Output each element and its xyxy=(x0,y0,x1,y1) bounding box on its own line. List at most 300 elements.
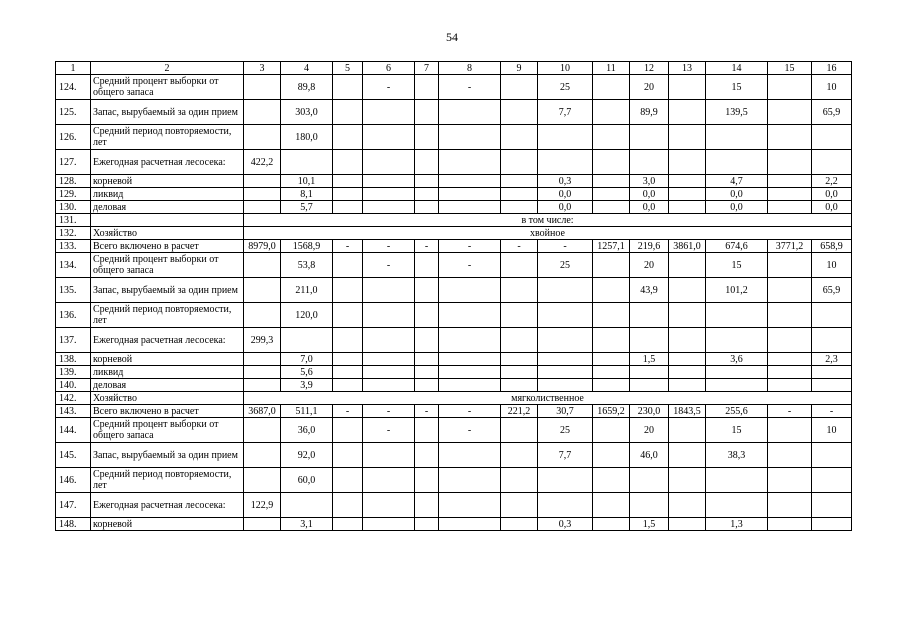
table-cell xyxy=(363,100,415,125)
table-cell: 10 xyxy=(812,253,852,278)
table-cell xyxy=(768,253,812,278)
table-cell: 8,1 xyxy=(281,188,333,201)
table-cell xyxy=(501,493,538,518)
table-row xyxy=(56,278,852,303)
table-cell: 230,0 xyxy=(630,405,669,418)
row-number: 134. xyxy=(56,253,91,278)
table-cell: 5,6 xyxy=(281,366,333,379)
table-cell: 3,9 xyxy=(281,379,333,392)
table-cell xyxy=(501,379,538,392)
row-number: 148. xyxy=(56,518,91,531)
table-cell xyxy=(439,443,501,468)
table-cell: 4,7 xyxy=(706,175,768,188)
table-cell xyxy=(768,328,812,353)
table-cell xyxy=(501,468,538,493)
table-cell xyxy=(669,493,706,518)
table-cell: 0,3 xyxy=(538,175,593,188)
table-cell: 25 xyxy=(538,418,593,443)
table-cell xyxy=(768,353,812,366)
table-cell xyxy=(768,100,812,125)
table-cell xyxy=(415,278,439,303)
table-cell: 0,0 xyxy=(630,201,669,214)
table-cell xyxy=(281,328,333,353)
table-cell: 120,0 xyxy=(281,303,333,328)
table-cell: - xyxy=(439,405,501,418)
row-number: 140. xyxy=(56,379,91,392)
table-cell xyxy=(333,493,363,518)
table-cell xyxy=(363,175,415,188)
table-cell xyxy=(538,125,593,150)
table-cell: 139,5 xyxy=(706,100,768,125)
table-cell xyxy=(706,379,768,392)
row-number: 135. xyxy=(56,278,91,303)
table-cell xyxy=(363,353,415,366)
row-number: 125. xyxy=(56,100,91,125)
table-cell xyxy=(812,493,852,518)
table-cell xyxy=(669,175,706,188)
table-cell: 674,6 xyxy=(706,240,768,253)
row-label: Средний процент выборки от общего запаса xyxy=(91,253,244,278)
row-label: Хозяйство xyxy=(91,392,244,405)
table-cell xyxy=(669,443,706,468)
table-cell: 15 xyxy=(706,418,768,443)
column-header: 8 xyxy=(439,62,501,75)
table-cell xyxy=(333,303,363,328)
table-cell xyxy=(706,303,768,328)
table-cell xyxy=(538,366,593,379)
table-cell xyxy=(415,493,439,518)
table-cell: 46,0 xyxy=(630,443,669,468)
row-label: Всего включено в расчет xyxy=(91,240,244,253)
table-cell xyxy=(439,366,501,379)
table-cell xyxy=(768,493,812,518)
table-cell xyxy=(415,366,439,379)
table-cell xyxy=(415,518,439,531)
table-cell: 1257,1 xyxy=(593,240,630,253)
table-cell xyxy=(593,328,630,353)
table-cell: 303,0 xyxy=(281,100,333,125)
table-cell xyxy=(768,150,812,175)
table-cell: 15 xyxy=(706,253,768,278)
table-cell: 122,9 xyxy=(244,493,281,518)
table-row xyxy=(56,379,852,392)
table-cell: 0,0 xyxy=(812,201,852,214)
table-cell xyxy=(244,468,281,493)
table-cell: - xyxy=(415,405,439,418)
table-cell: 1,3 xyxy=(706,518,768,531)
table-cell xyxy=(593,366,630,379)
table-cell xyxy=(669,468,706,493)
table-cell xyxy=(669,366,706,379)
table-cell xyxy=(768,201,812,214)
table-cell xyxy=(415,328,439,353)
table-row xyxy=(56,214,852,227)
row-number: 124. xyxy=(56,75,91,100)
table-cell xyxy=(501,175,538,188)
table-cell xyxy=(630,366,669,379)
row-number: 142. xyxy=(56,392,91,405)
table-row xyxy=(56,125,852,150)
table-cell xyxy=(593,303,630,328)
table-cell: 2,3 xyxy=(812,353,852,366)
table-cell xyxy=(768,418,812,443)
table-cell xyxy=(768,75,812,100)
table-cell xyxy=(244,125,281,150)
row-label: Средний период повторяемости, лет xyxy=(91,468,244,493)
table-cell xyxy=(439,493,501,518)
table-cell xyxy=(768,188,812,201)
table-cell xyxy=(593,175,630,188)
table-cell: 1843,5 xyxy=(669,405,706,418)
table-cell xyxy=(439,175,501,188)
table-cell: 30,7 xyxy=(538,405,593,418)
row-label: корневой xyxy=(91,353,244,366)
table-cell xyxy=(363,468,415,493)
table-cell xyxy=(333,418,363,443)
table-cell xyxy=(501,201,538,214)
table-row xyxy=(56,328,852,353)
table-cell xyxy=(415,175,439,188)
table-cell xyxy=(812,366,852,379)
table-cell xyxy=(593,278,630,303)
table-cell xyxy=(333,201,363,214)
table-row xyxy=(56,493,852,518)
table-cell: 3861,0 xyxy=(669,240,706,253)
row-number: 127. xyxy=(56,150,91,175)
table-cell xyxy=(593,379,630,392)
table-row xyxy=(56,366,852,379)
table-cell xyxy=(501,150,538,175)
table-cell: - xyxy=(363,253,415,278)
forest-data-table xyxy=(55,61,852,531)
table-cell xyxy=(669,418,706,443)
column-header: 11 xyxy=(593,62,630,75)
table-cell xyxy=(363,188,415,201)
table-row xyxy=(56,253,852,278)
table-cell xyxy=(244,366,281,379)
table-cell xyxy=(630,379,669,392)
table-cell: 0,0 xyxy=(538,188,593,201)
table-cell: 65,9 xyxy=(812,100,852,125)
table-row xyxy=(56,75,852,100)
table-cell xyxy=(706,125,768,150)
column-header: 16 xyxy=(812,62,852,75)
table-cell xyxy=(244,379,281,392)
table-row xyxy=(56,405,852,418)
table-cell xyxy=(244,253,281,278)
table-cell xyxy=(538,150,593,175)
table-cell xyxy=(415,418,439,443)
table-cell xyxy=(812,303,852,328)
table-row xyxy=(56,303,852,328)
row-number: 145. xyxy=(56,443,91,468)
row-label: Средний процент выборки от общего запаса xyxy=(91,418,244,443)
table-cell xyxy=(768,278,812,303)
table-cell: 89,9 xyxy=(630,100,669,125)
table-cell xyxy=(812,379,852,392)
table-cell xyxy=(630,150,669,175)
table-cell: 0,0 xyxy=(630,188,669,201)
table-cell xyxy=(244,418,281,443)
table-cell xyxy=(281,493,333,518)
table-row xyxy=(56,418,852,443)
table-cell xyxy=(669,150,706,175)
table-cell: 3771,2 xyxy=(768,240,812,253)
table-cell xyxy=(415,379,439,392)
table-cell xyxy=(415,188,439,201)
table-cell: 180,0 xyxy=(281,125,333,150)
table-cell xyxy=(501,328,538,353)
table-cell xyxy=(363,493,415,518)
section-heading: мягколиственное xyxy=(244,392,852,405)
table-cell xyxy=(333,100,363,125)
table-cell xyxy=(244,100,281,125)
table-cell: - xyxy=(439,418,501,443)
table-cell xyxy=(706,150,768,175)
table-cell: 60,0 xyxy=(281,468,333,493)
table-cell xyxy=(439,278,501,303)
table-cell xyxy=(630,328,669,353)
table-cell: 25 xyxy=(538,253,593,278)
table-cell: 36,0 xyxy=(281,418,333,443)
table-cell xyxy=(415,75,439,100)
table-cell xyxy=(439,353,501,366)
table-cell: - xyxy=(363,418,415,443)
table-cell: 3,1 xyxy=(281,518,333,531)
table-cell xyxy=(363,201,415,214)
table-cell: 20 xyxy=(630,75,669,100)
section-heading: в том числе: xyxy=(244,214,852,227)
table-cell xyxy=(501,188,538,201)
table-cell xyxy=(593,100,630,125)
table-cell: 5,7 xyxy=(281,201,333,214)
table-cell xyxy=(593,418,630,443)
table-cell xyxy=(415,100,439,125)
table-cell xyxy=(439,100,501,125)
table-cell: 0,0 xyxy=(706,188,768,201)
table-cell xyxy=(501,443,538,468)
row-number: 132. xyxy=(56,227,91,240)
table-cell xyxy=(363,278,415,303)
table-cell xyxy=(244,353,281,366)
table-cell: 255,6 xyxy=(706,405,768,418)
table-cell xyxy=(538,328,593,353)
table-cell xyxy=(415,125,439,150)
table-cell xyxy=(669,253,706,278)
row-label: деловая xyxy=(91,201,244,214)
table-cell: - xyxy=(439,253,501,278)
table-cell xyxy=(538,303,593,328)
table-cell xyxy=(812,150,852,175)
table-cell xyxy=(439,188,501,201)
table-cell xyxy=(363,328,415,353)
column-header: 10 xyxy=(538,62,593,75)
table-cell xyxy=(706,328,768,353)
table-cell xyxy=(593,443,630,468)
column-header: 13 xyxy=(669,62,706,75)
table-cell xyxy=(363,125,415,150)
row-label: Запас, вырубаемый за один прием xyxy=(91,278,244,303)
table-cell: 20 xyxy=(630,253,669,278)
table-cell xyxy=(501,100,538,125)
row-number: 144. xyxy=(56,418,91,443)
table-cell xyxy=(244,201,281,214)
table-cell: 65,9 xyxy=(812,278,852,303)
table-cell xyxy=(439,328,501,353)
table-cell: 7,7 xyxy=(538,443,593,468)
table-cell xyxy=(768,518,812,531)
table-cell xyxy=(812,443,852,468)
table-row xyxy=(56,518,852,531)
column-header: 12 xyxy=(630,62,669,75)
table-cell: 511,1 xyxy=(281,405,333,418)
table-cell: 219,6 xyxy=(630,240,669,253)
table-cell: - xyxy=(501,240,538,253)
table-cell xyxy=(593,518,630,531)
row-label: ликвид xyxy=(91,188,244,201)
table-cell xyxy=(669,353,706,366)
table-cell xyxy=(415,201,439,214)
table-cell xyxy=(538,379,593,392)
table-cell: - xyxy=(333,405,363,418)
table-cell xyxy=(333,175,363,188)
column-header: 2 xyxy=(91,62,244,75)
table-cell xyxy=(333,379,363,392)
row-label: Всего включено в расчет xyxy=(91,405,244,418)
table-cell xyxy=(768,366,812,379)
table-row xyxy=(56,468,852,493)
table-cell xyxy=(768,175,812,188)
table-cell: 221,2 xyxy=(501,405,538,418)
table-cell: 10 xyxy=(812,418,852,443)
table-cell xyxy=(333,353,363,366)
row-label: Ежегодная расчетная лесосека: xyxy=(91,493,244,518)
table-cell xyxy=(501,518,538,531)
table-cell: - xyxy=(363,405,415,418)
table-cell xyxy=(538,353,593,366)
row-number: 136. xyxy=(56,303,91,328)
table-row xyxy=(56,353,852,366)
table-cell xyxy=(363,303,415,328)
row-number: 138. xyxy=(56,353,91,366)
table-cell xyxy=(333,328,363,353)
table-row xyxy=(56,150,852,175)
table-cell xyxy=(768,379,812,392)
table-cell xyxy=(333,125,363,150)
table-cell: 0,0 xyxy=(812,188,852,201)
row-number: 143. xyxy=(56,405,91,418)
table-cell: 299,3 xyxy=(244,328,281,353)
table-cell: 0,0 xyxy=(706,201,768,214)
table-cell xyxy=(333,468,363,493)
row-number: 131. xyxy=(56,214,91,227)
table-cell: 1659,2 xyxy=(593,405,630,418)
table-cell: 658,9 xyxy=(812,240,852,253)
table-cell xyxy=(501,125,538,150)
table-cell xyxy=(244,303,281,328)
table-cell xyxy=(333,518,363,531)
page-number: 54 xyxy=(446,30,458,44)
table-cell xyxy=(669,379,706,392)
row-label: ликвид xyxy=(91,366,244,379)
column-header: 14 xyxy=(706,62,768,75)
table-cell xyxy=(812,518,852,531)
row-label: деловая xyxy=(91,379,244,392)
table-cell xyxy=(244,278,281,303)
table-cell xyxy=(538,493,593,518)
table-cell xyxy=(363,379,415,392)
table-cell xyxy=(363,443,415,468)
table-cell xyxy=(501,366,538,379)
table-cell xyxy=(363,366,415,379)
table-cell: 3687,0 xyxy=(244,405,281,418)
table-cell xyxy=(439,518,501,531)
table-cell: - xyxy=(333,240,363,253)
table-cell xyxy=(333,75,363,100)
table-cell xyxy=(812,468,852,493)
table-cell xyxy=(593,188,630,201)
column-header: 15 xyxy=(768,62,812,75)
table-cell xyxy=(415,443,439,468)
table-cell: - xyxy=(768,405,812,418)
table-row xyxy=(56,201,852,214)
table-row xyxy=(56,100,852,125)
table-cell xyxy=(439,468,501,493)
table-cell xyxy=(538,468,593,493)
column-header: 6 xyxy=(363,62,415,75)
table-cell xyxy=(333,278,363,303)
column-header: 5 xyxy=(333,62,363,75)
row-number: 137. xyxy=(56,328,91,353)
table-cell: 0,3 xyxy=(538,518,593,531)
table-row xyxy=(56,188,852,201)
table-cell xyxy=(538,278,593,303)
row-label: Ежегодная расчетная лесосека: xyxy=(91,150,244,175)
table-cell: 3,0 xyxy=(630,175,669,188)
row-number: 130. xyxy=(56,201,91,214)
section-heading: хвойное xyxy=(244,227,852,240)
table-cell xyxy=(669,75,706,100)
table-cell: 211,0 xyxy=(281,278,333,303)
table-cell xyxy=(415,468,439,493)
table-cell: 3,6 xyxy=(706,353,768,366)
table-cell xyxy=(669,100,706,125)
table-cell xyxy=(333,188,363,201)
row-number: 129. xyxy=(56,188,91,201)
table-cell xyxy=(415,253,439,278)
table-cell xyxy=(439,379,501,392)
table-cell xyxy=(669,125,706,150)
table-cell xyxy=(333,150,363,175)
table-cell xyxy=(812,328,852,353)
table-cell: 53,8 xyxy=(281,253,333,278)
table-cell: 20 xyxy=(630,418,669,443)
table-cell xyxy=(415,353,439,366)
row-label: Запас, вырубаемый за один прием xyxy=(91,100,244,125)
table-cell xyxy=(363,518,415,531)
table-cell: 10 xyxy=(812,75,852,100)
table-cell xyxy=(630,125,669,150)
table-cell xyxy=(439,201,501,214)
table-cell xyxy=(501,353,538,366)
table-cell xyxy=(363,150,415,175)
table-cell xyxy=(593,150,630,175)
table-cell xyxy=(812,125,852,150)
row-label xyxy=(91,214,244,227)
table-cell xyxy=(669,188,706,201)
table-cell xyxy=(630,493,669,518)
row-number: 146. xyxy=(56,468,91,493)
